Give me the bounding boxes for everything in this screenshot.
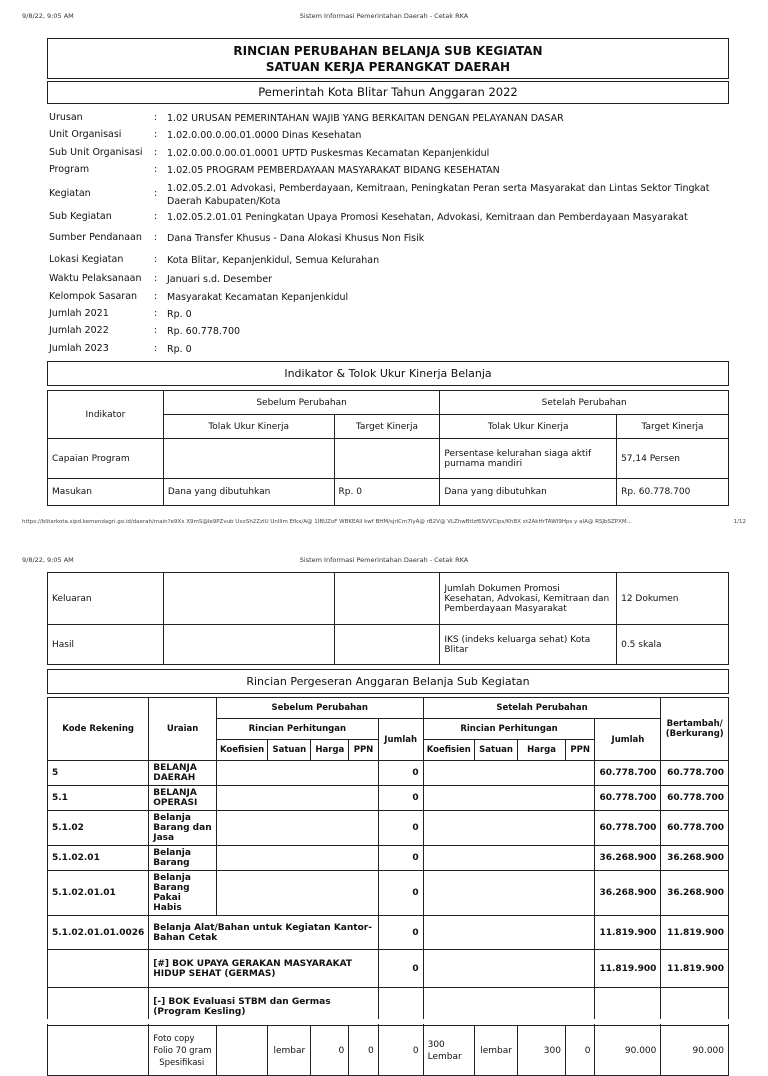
col-tolak-sebelum: Tolak Ukur Kinerja [163, 415, 334, 439]
h-bertambah: Bertambah/ (Berkurang) [661, 698, 729, 761]
info-field: Rp. 60.778.700 [167, 326, 241, 337]
info-field: : [154, 308, 158, 319]
h-harga: Harga [311, 740, 349, 761]
info-field: Urusan [49, 112, 83, 123]
table-cell: 300 [518, 1026, 566, 1076]
table-cell [216, 811, 378, 846]
table-cell [216, 846, 378, 871]
info-field: : [154, 211, 158, 222]
h-satuan: Satuan [474, 740, 517, 761]
info-field: Jumlah 2021 [49, 308, 109, 319]
table-cell: Belanja Barang [149, 846, 217, 871]
info-field: : [154, 325, 158, 336]
table-cell: lembar [474, 1026, 517, 1076]
table-cell: 0 [311, 1026, 349, 1076]
table-row [48, 761, 729, 786]
table-cell: 5 [48, 761, 149, 786]
table-row [48, 950, 729, 988]
h-jumlah-setelah: Jumlah [595, 719, 661, 761]
table-cell: Dana yang dibutuhkan [163, 479, 334, 506]
table-cell: 0 [378, 871, 423, 916]
info-field: Rp. 0 [167, 309, 192, 320]
table-cell: 90.000 [595, 1026, 661, 1076]
print-timestamp: 9/8/22, 9:05 AM [22, 556, 74, 564]
info-field: Kota Blitar, Kepanjenkidul, Semua Kelurahan [167, 255, 380, 266]
table-cell: Belanja Barang Pakai Habis [149, 871, 217, 916]
table-cell [423, 950, 595, 988]
table-cell: 11.819.900 [595, 916, 661, 950]
info-field: Waktu Pelaksanaan [49, 273, 142, 284]
table-cell [163, 439, 334, 479]
print-title: Sistem Informasi Pemerintahan Daerah - Cetak RKA [299, 556, 469, 564]
table-cell: 36.268.900 [661, 871, 729, 916]
table-row [48, 846, 729, 871]
indicator-table [47, 390, 729, 506]
table-row [48, 625, 729, 665]
col-setelah: Setelah Perubahan [440, 391, 729, 415]
col-target-setelah: Target Kinerja [617, 415, 729, 439]
rincian-section-title: Rincian Pergeseran Anggaran Belanja Sub Kegiatan [47, 669, 729, 694]
table-cell: 0 [378, 811, 423, 846]
table-cell [423, 916, 595, 950]
table-cell: Capaian Program [48, 439, 164, 479]
info-field: 1.02.0.00.0.00.01.0001 UPTD Puskesmas Kecamatan Kepanjenkidul [167, 148, 490, 159]
info-field: : [154, 291, 158, 302]
table-row [48, 916, 729, 950]
info-field: : [154, 112, 158, 123]
info-field: Unit Organisasi [49, 129, 122, 140]
table-cell: 36.268.900 [661, 846, 729, 871]
table-cell: 5.1 [48, 786, 149, 811]
table-cell: Hasil [48, 625, 164, 665]
h-kode: Kode Rekening [48, 698, 149, 761]
h-rincian-setelah: Rincian Perhitungan [423, 719, 595, 740]
table-cell: Masukan [48, 479, 164, 506]
table-cell [423, 761, 595, 786]
detail-koef-setelah: 300 Lembar [423, 1026, 474, 1076]
table-cell: 60.778.700 [661, 811, 729, 846]
indicator-section-title: Indikator & Tolok Ukur Kinerja Belanja [47, 361, 729, 386]
table-cell: 60.778.700 [595, 811, 661, 846]
table-row [48, 479, 729, 506]
table-cell [48, 1026, 149, 1076]
table-cell: Belanja Alat/Bahan untuk Kegiatan Kantor-Bahan Cetak [149, 916, 379, 950]
info-field: : [154, 232, 158, 243]
info-field: : [154, 254, 158, 265]
table-cell [48, 950, 149, 988]
table-cell: 12 Dokumen [617, 573, 729, 625]
h-rincian-sebelum: Rincian Perhitungan [216, 719, 378, 740]
info-field: : [154, 273, 158, 284]
col-target-sebelum: Target Kinerja [334, 415, 440, 439]
table-cell [334, 439, 440, 479]
info-field: Sub Unit Organisasi [49, 147, 143, 158]
table-cell: 0 [565, 1026, 595, 1076]
table-cell: 11.819.900 [661, 916, 729, 950]
info-field: 1.02.05.2.01 Advokasi, Pemberdayaan, Kemitraan, Peningkatan Peran serta Masyarakat dan Lintas Sektor Tingkat Daerah Kabupaten/Kota [167, 183, 710, 207]
document-title [47, 38, 729, 79]
title-line-1: RINCIAN PERUBAHAN BELANJA SUB KEGIATAN [233, 44, 543, 58]
table-cell: 0 [378, 916, 423, 950]
info-field: Dana Transfer Khusus - Dana Alokasi Khusus Non Fisik [167, 233, 425, 244]
info-field: : [154, 343, 158, 354]
info-field: Program [49, 164, 90, 175]
info-field: 1.02.0.00.0.00.01.0000 Dinas Kesehatan [167, 130, 362, 141]
table-cell: 11.819.900 [595, 950, 661, 988]
government-year: Pemerintah Kota Blitar Tahun Anggaran 2022 [47, 81, 729, 104]
table-cell: 60.778.700 [661, 761, 729, 786]
info-field: Masyarakat Kecamatan Kepanjenkidul [167, 292, 349, 303]
table-cell: Persentase kelurahan siaga aktif purnama mandiri [440, 439, 617, 479]
col-indikator: Indikator [48, 391, 164, 439]
table-cell [163, 573, 334, 625]
table-row [48, 1026, 729, 1076]
table-cell: BELANJA DAERAH [149, 761, 217, 786]
table-cell: 0 [349, 1026, 379, 1076]
page-number: 1/12 [730, 519, 746, 525]
table-cell: Rp. 60.778.700 [617, 479, 729, 506]
detail-uraian: Foto copy Folio 70 gram Spesifikasi [149, 1026, 217, 1076]
table-cell: 60.778.700 [595, 786, 661, 811]
table-cell [163, 625, 334, 665]
table-cell: 60.778.700 [595, 761, 661, 786]
table-cell [216, 1026, 267, 1076]
table-row [48, 439, 729, 479]
table-cell: 0 [378, 1026, 423, 1076]
info-field: Jumlah 2022 [49, 325, 109, 336]
table-cell: 11.819.900 [661, 950, 729, 988]
table-cell [216, 871, 378, 916]
table-cell: 5.1.02.01.01 [48, 871, 149, 916]
info-field: 1.02.05.2.01.01 Peningkatan Upaya Promosi Kesehatan, Advokasi, Kemitraan dan Pemberdayaan Masyarakat [167, 212, 688, 223]
footer-url: https://blitarkota.sipd.kemendagri.go.id/daerah/main?e9Xx X9mS@le9PZvub UxxSh2ZzIU Unlllm Efkx/A@ 1IBUZoF WBKEAlI kwf BHM/sjrlCm7lyA@ rB2V@ VLZhwBtlzf6SVVCIps/KhBX xt2AkHrTAWI9Hps y aIA@ RSJbSZPXM... [22, 519, 632, 525]
info-field: Rp. 0 [167, 344, 192, 355]
table-cell: 0 [378, 761, 423, 786]
table-cell: Rp. 0 [334, 479, 440, 506]
indicator-table-continued [47, 572, 729, 665]
table-cell: IKS (indeks keluarga sehat) Kota Blitar [440, 625, 617, 665]
col-sebelum: Sebelum Perubahan [163, 391, 440, 415]
h-sebelum: Sebelum Perubahan [216, 698, 423, 719]
table-row [48, 786, 729, 811]
h-setelah: Setelah Perubahan [423, 698, 661, 719]
info-field: : [154, 164, 158, 175]
print-timestamp: 9/8/22, 9:05 AM [22, 12, 74, 20]
info-field: 1.02.05 PROGRAM PEMBERDAYAAN MASYARAKAT BIDANG KESEHATAN [167, 165, 500, 176]
info-field: Kelompok Sasaran [49, 291, 138, 302]
table-cell: 5.1.02 [48, 811, 149, 846]
table-cell: 5.1.02.01.01.0026 [48, 916, 149, 950]
table-cell [334, 625, 440, 665]
print-title: Sistem Informasi Pemerintahan Daerah - Cetak RKA [299, 12, 469, 20]
table-cell: Dana yang dibutuhkan [440, 479, 617, 506]
info-field: Jumlah 2023 [49, 343, 109, 354]
table-cell: 60.778.700 [661, 786, 729, 811]
info-field: Kegiatan [49, 188, 91, 199]
table-cell: 0 [378, 786, 423, 811]
page-cut [0, 1019, 768, 1024]
table-cell [423, 811, 595, 846]
table-cell [423, 871, 595, 916]
table-cell: 0 [378, 950, 423, 988]
table-cell: 36.268.900 [595, 871, 661, 916]
table-cell: Jumlah Dokumen Promosi Kesehatan, Advokasi, Kemitraan dan Pemberdayaan Masyarakat [440, 573, 617, 625]
info-field: Lokasi Kegiatan [49, 254, 124, 265]
table-cell [334, 573, 440, 625]
table-cell [216, 786, 378, 811]
table-cell: Keluaran [48, 573, 164, 625]
info-field: Sub Kegiatan [49, 211, 112, 222]
table-cell: [#] BOK UPAYA GERAKAN MASYARAKAT HIDUP SEHAT (GERMAS) [149, 950, 379, 988]
table-cell: Belanja Barang dan Jasa [149, 811, 217, 846]
h-uraian: Uraian [149, 698, 217, 761]
h-koefisien: Koefisien [216, 740, 267, 761]
h-jumlah-sebelum: Jumlah [378, 719, 423, 761]
h-ppn: PPN [349, 740, 379, 761]
page-footer-1 [22, 519, 746, 525]
table-cell: 57,14 Persen [617, 439, 729, 479]
table-cell: lembar [268, 1026, 311, 1076]
table-cell: 36.268.900 [595, 846, 661, 871]
table-cell [423, 846, 595, 871]
info-field: Januari s.d. Desember [167, 274, 273, 285]
title-line-2: SATUAN KERJA PERANGKAT DAERAH [265, 60, 511, 74]
table-cell: BELANJA OPERASI [149, 786, 217, 811]
table-row [48, 871, 729, 916]
table-cell: 90.000 [661, 1026, 729, 1076]
info-field: Sumber Pendanaan [49, 232, 142, 243]
table-cell: 0 [378, 846, 423, 871]
h-ppn: PPN [565, 740, 595, 761]
table-row [48, 811, 729, 846]
col-tolak-setelah: Tolak Ukur Kinerja [440, 415, 617, 439]
info-field: : [154, 129, 158, 140]
h-harga: Harga [518, 740, 566, 761]
h-satuan: Satuan [268, 740, 311, 761]
info-field: : [154, 188, 158, 199]
info-field: 1.02 URUSAN PEMERINTAHAN WAJIB YANG BERKAITAN DENGAN PELAYANAN DASAR [167, 113, 564, 124]
h-koefisien: Koefisien [423, 740, 474, 761]
info-field: : [154, 147, 158, 158]
table-cell: 0.5 skala [617, 625, 729, 665]
table-row [48, 573, 729, 625]
table-cell: 5.1.02.01 [48, 846, 149, 871]
table-cell [423, 786, 595, 811]
table-cell: [-] BOK Evaluasi STBM dan Germas (Program Kesling) [149, 988, 379, 1026]
table-cell [216, 761, 378, 786]
